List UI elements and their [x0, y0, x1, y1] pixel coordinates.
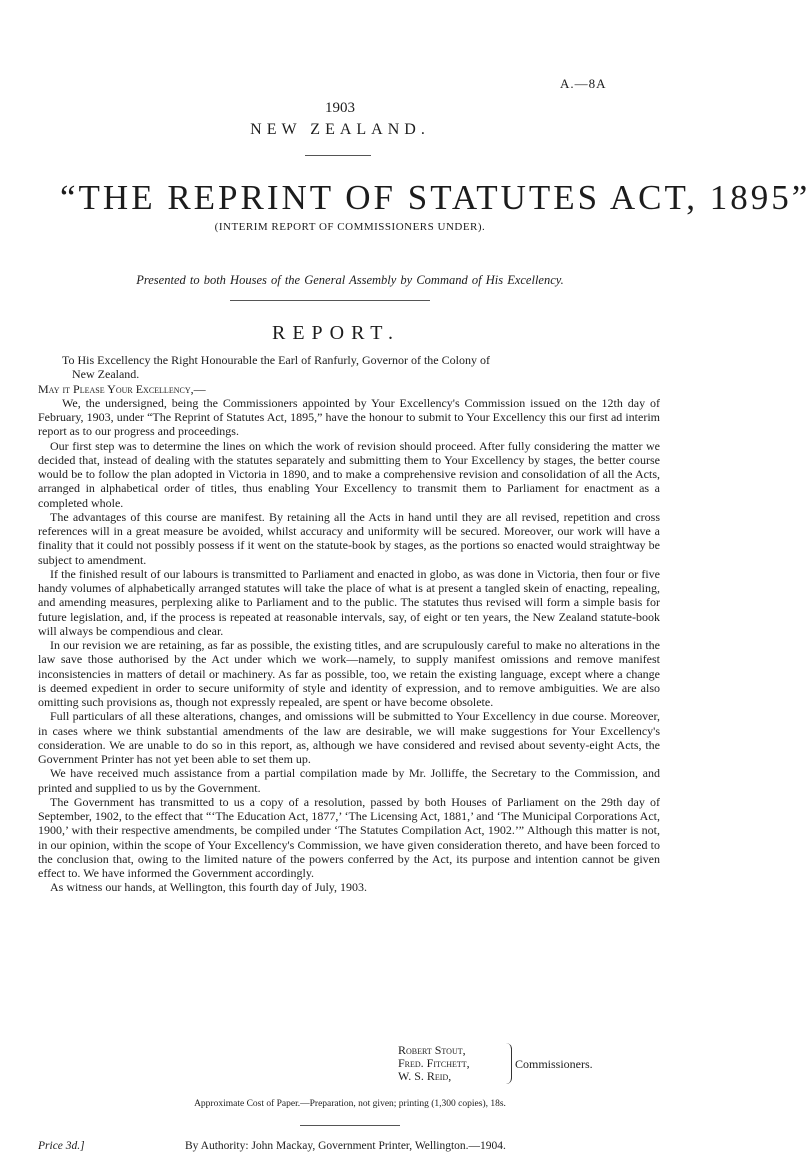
report-body: [38, 353, 660, 895]
paragraph: We have received much assistance from a partial compilation made by Mr. Jolliffe, the Secretary to the Commission, and printed and supplied to us by the Government.: [38, 766, 660, 795]
address-line: New Zealand.: [72, 367, 140, 382]
paragraph: Our first step was to determine the lines on which the work of revision should proceed. After fully considering the matter we decided that, instead of dealing with the statutes separately and submitting them to Your Excellency by stages, the better course would be to follow the plan adopted in Victoria in 1890, and to make a comprehensive revision and consolidation of all the Acts, arranged in alphabetical order of titles, thus enabling Your Excellency to transmit them to Parliament for enactment as a completed whole.: [38, 438, 660, 510]
salutation: May it Please Your Excellency,—: [38, 381, 206, 396]
cost-note: Approximate Cost of Paper.—Preparation, not given; printing (1,300 copies), 18s.: [194, 1099, 506, 1109]
country-heading: NEW ZEALAND.: [250, 121, 430, 138]
document-reference: A.—8A: [560, 76, 607, 91]
brace-mark: [503, 1043, 512, 1084]
paragraph: The advantages of this course are manifest. By retaining all the Acts in hand until they are all revised, repetition and cross references will in a great measure be avoided, whilst accuracy and uniformity will be secured. Moreover, our work will have a finality that it could not possibly possess if it went on the statute-book by stages, as the portions so enacted would straightway be subject to amendment.: [38, 509, 660, 567]
document-title: “THE REPRINT OF STATUTES ACT, 1895”: [60, 178, 810, 217]
presented-line: Presented to both Houses of the General Assembly by Command of His Excellency.: [136, 273, 564, 287]
printer-authority: By Authority: John Mackay, Government Printer, Wellington.—1904.: [185, 1140, 506, 1152]
divider-rule: [230, 300, 430, 301]
paragraph: In our revision we are retaining, as far as possible, the existing titles, and are scrupulously careful to make no alterations in the law save those authorised by the Act under which we work—namely, to supply manifest omissions and remove manifest inconsistencies in matters of detail or machinery. As far as possible, too, we retain the existing language, except where a change is deemed expedient in order to secure uniformity of style and identity of expression, and to remove ambiguities. We are also omitting such provisions as, though not expressly repealed, are spent or have become obsolete.: [38, 638, 660, 709]
document-subtitle: (INTERIM REPORT OF COMMISSIONERS UNDER).: [214, 221, 486, 233]
commissioners-label: Commissioners.: [515, 1057, 593, 1071]
address-line: To His Excellency the Right Honourable the Earl of Ranfurly, Governor of the Colony of: [62, 353, 490, 367]
paragraph: Full particulars of all these alterations, changes, and omissions will be submitted to Your Excellency in due course. Moreover, in cases where we think substantial amendments of the law are desirable, we will make suggestions for Your Excellency's consideration. We are unable to do so in this report, as, although we have considered and revised about seventy-eight Acts, the Government Printer has not yet been able to set them up.: [38, 709, 660, 766]
price-note: Price 3d.]: [38, 1140, 85, 1152]
signatures: [398, 1044, 470, 1084]
document-year: 1903: [325, 100, 355, 116]
paragraph: The Government has transmitted to us a copy of a resolution, passed by both Houses of Parliament on the 29th day of September, 1902, to the effect that “‘The Education Act, 1877,’ ‘The Licensing Act, 1881,’ and ‘The Municipal Corporations Act, 1900,’ with their respective amendments, be compiled under ‘The Statutes Compilation Act, 1902.’” Although this matter is not, in our opinion, within the scope of Your Excellency's Commission, we have given consideration thereto, and have been forced to the conclusion that, owing to the limited nature of the powers conferred by the Act, its purpose and intention cannot be given effect to. We have informed the Government accordingly.: [38, 794, 660, 880]
divider-rule: [305, 155, 371, 156]
paragraph: We, the undersigned, being the Commissioners appointed by Your Excellency's Commission issued on the 12th day of February, 1903, under “The Reprint of Statutes Act, 1895,” have the honour to submit to Your Excellency this our first ad interim report as to our progress and proceedings.: [38, 395, 660, 439]
signature: Robert Stout,: [398, 1043, 466, 1057]
signature: W. S. Reid,: [398, 1069, 452, 1084]
signature: Fred. Fitchett,: [398, 1056, 470, 1071]
paragraph: As witness our hands, at Wellington, this fourth day of July, 1903.: [50, 880, 368, 895]
divider-rule: [300, 1125, 400, 1126]
report-heading: REPORT.: [272, 322, 400, 344]
paragraph: If the finished result of our labours is transmitted to Parliament and enacted in globo, as was done in Victoria, then four or five handy volumes of alphabetically arranged statutes will take the place of what is at present a tangled skein of enacting, repealing, and amending measures, perplexing alike to Parliament and to the public. The statutes thus revised will form a simple basis for future legislation, and, if the process is repeated at reasonable intervals, say, of eight or ten years, the New Zealand statute-book will always be compendious and clear.: [38, 566, 660, 638]
